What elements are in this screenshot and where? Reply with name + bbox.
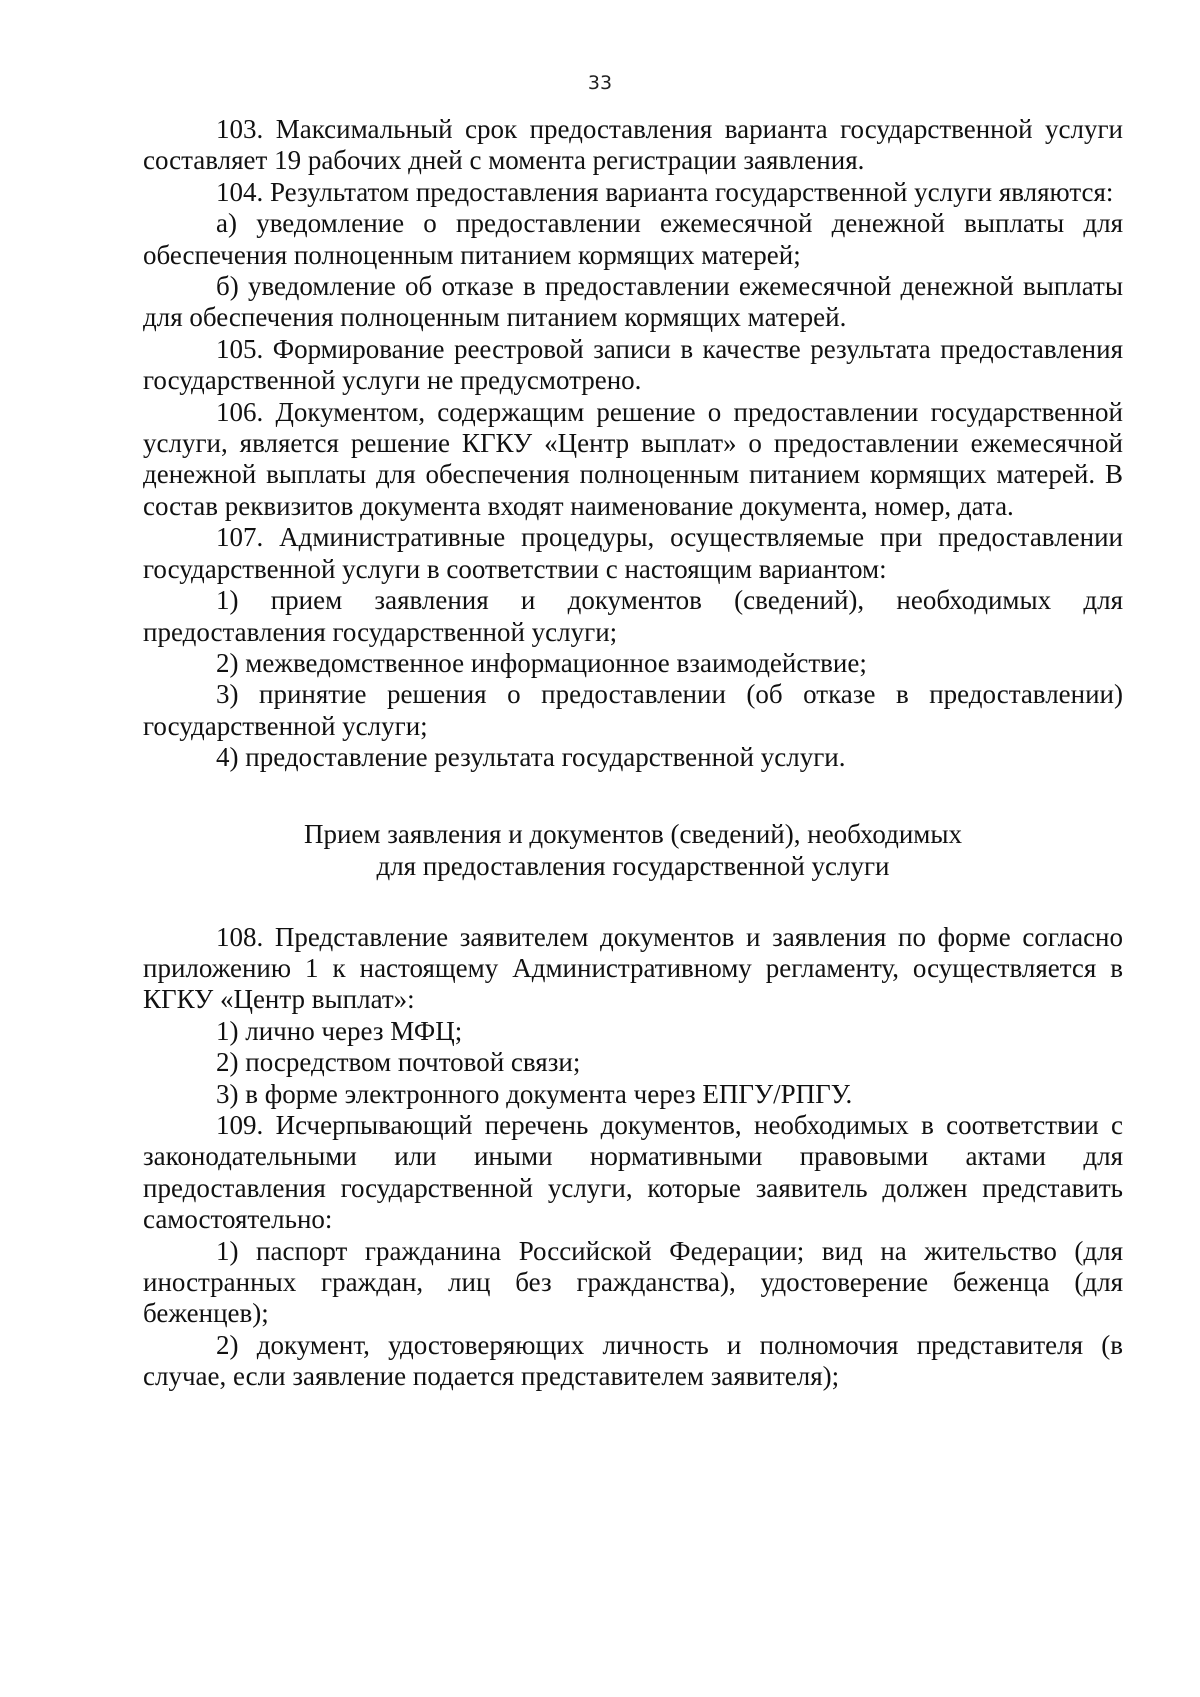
list-item-1: 1) прием заявления и документов (сведений), необходимых для предоставления государственной услуги; [143, 585, 1123, 647]
paragraph-104: 104. Результатом предоставления варианта государственной услуги являются: [216, 176, 1114, 207]
paragraph-109: 109. Исчерпывающий перечень документов, необходимых в соответствии с законодательными или иными нормативными правовыми актами для предоставления государственной услуги, которые заявитель должен представить самостоятельно: [143, 1109, 1123, 1235]
list-item-3: 3) принятие решения о предоставлении (об отказе в предоставлении) государственной услуги; [143, 679, 1123, 741]
section-heading-line-1: Прием заявления и документов (сведений), необходимых [303, 818, 963, 849]
list-item-109-1: 1) паспорт гражданина Российской Федерации; вид на жительство (для иностранных граждан, лиц без гражданства), удостоверение беженца (для беженцев); [143, 1235, 1123, 1329]
page-number: 33 [587, 72, 613, 94]
paragraph-103: 103. Максимальный срок предоставления варианта государственной услуги составляет 19 рабочих дней с момента регистрации заявления. [143, 114, 1123, 176]
list-item-108-3: 3) в форме электронного документа через ЕПГУ/РПГУ. [216, 1078, 853, 1109]
list-item-108-2: 2) посредством почтовой связи; [216, 1047, 581, 1078]
list-item-108-1: 1) лично через МФЦ; [216, 1015, 463, 1046]
section-heading-line-2: для предоставления государственной услуги [376, 850, 890, 881]
document-body [143, 114, 1123, 1393]
paragraph-108: 108. Представление заявителем документов и заявления по форме согласно приложению 1 к настоящему Административному регламенту, осуществляется в КГКУ «Центр выплат»: [143, 921, 1123, 1015]
list-item-b: б) уведомление об отказе в предоставлении ежемесячной денежной выплаты для обеспечения полноценным питанием кормящих матерей. [143, 271, 1123, 333]
list-item-a: а) уведомление о предоставлении ежемесячной денежной выплаты для обеспечения полноценным питанием кормящих матерей; [143, 208, 1123, 270]
paragraph-107: 107. Административные процедуры, осуществляемые при предоставлении государственной услуги в соответствии с настоящим вариантом: [143, 522, 1123, 584]
paragraph-106: 106. Документом, содержащим решение о предоставлении государственной услуги, является решение КГКУ «Центр выплат» о предоставлении ежемесячной денежной выплаты для обеспечения полноценным питанием кормящих матерей. В состав реквизитов документа входят наименование документа, номер, дата. [143, 396, 1123, 521]
list-item-109-2: 2) документ, удостоверяющих личность и полномочия представителя (в случае, если заявление подается представителем заявителя); [143, 1329, 1123, 1392]
paragraph-105: 105. Формирование реестровой записи в качестве результата предоставления государственной услуги не предусмотрено. [143, 333, 1123, 396]
list-item-4: 4) предоставление результата государственной услуги. [216, 742, 846, 773]
list-item-2: 2) межведомственное информационное взаимодействие; [216, 647, 867, 678]
